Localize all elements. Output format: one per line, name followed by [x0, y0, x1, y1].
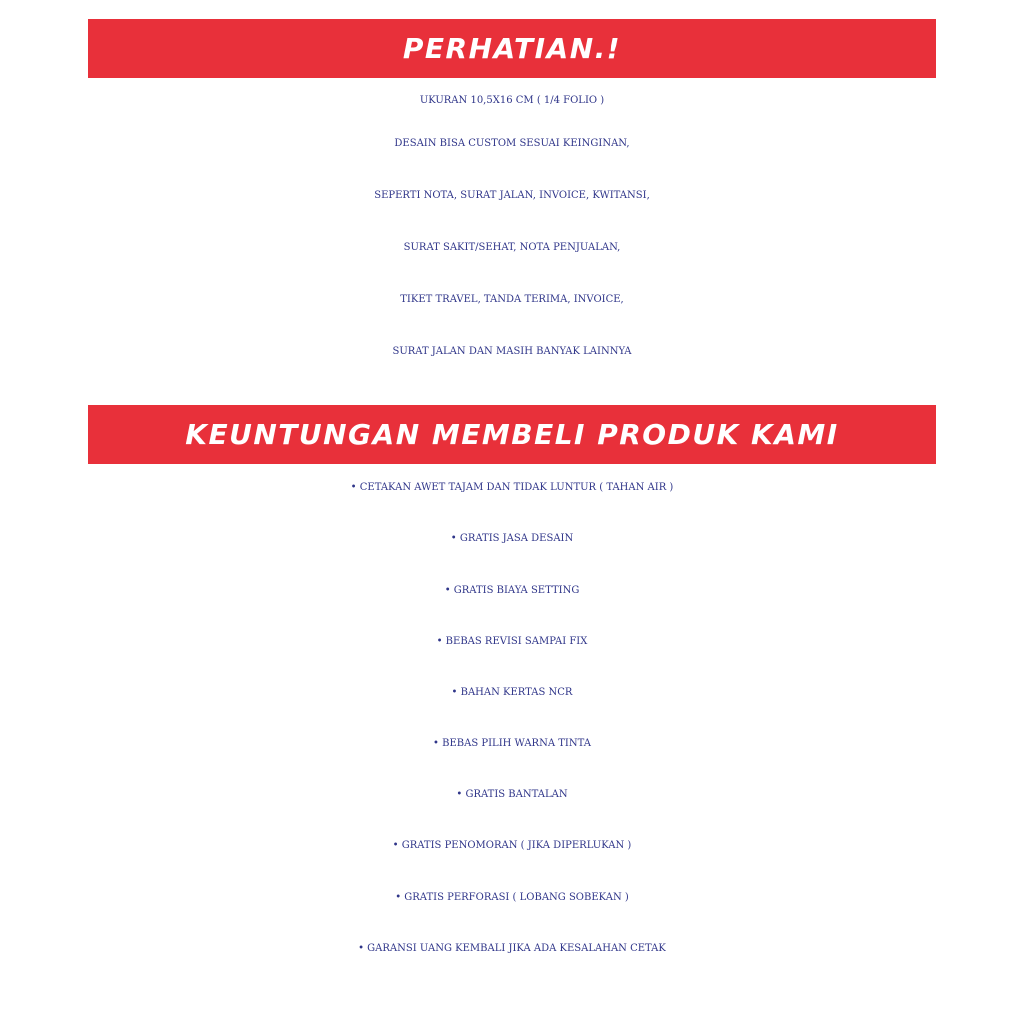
benefit-item: • BEBAS REVISI SAMPAI FIX	[436, 636, 588, 647]
attention-title: PERHATIAN.!	[402, 32, 622, 65]
size-text: UKURAN 10,5X16 CM ( 1/4 FOLIO )	[419, 95, 605, 106]
benefit-item: • BAHAN KERTAS NCR	[451, 687, 573, 698]
benefit-item: • CETAKAN AWET TAJAM DAN TIDAK LUNTUR ( TAHAN AIR )	[350, 482, 674, 493]
description-line: DESAIN BISA CUSTOM SESUAI KEINGINAN,	[394, 138, 630, 149]
description-line: SEPERTI NOTA, SURAT JALAN, INVOICE, KWITANSI,	[374, 190, 650, 201]
benefit-item: • GRATIS BANTALAN	[456, 789, 568, 800]
benefit-item: • GRATIS PERFORASI ( LOBANG SOBEKAN )	[395, 892, 629, 903]
benefit-item: • BEBAS PILIH WARNA TINTA	[433, 738, 591, 749]
benefits-banner	[88, 405, 936, 464]
benefit-item: • GRATIS PENOMORAN ( JIKA DIPERLUKAN )	[392, 840, 632, 851]
description-line: SURAT SAKIT/SEHAT, NOTA PENJUALAN,	[403, 242, 621, 253]
benefits-title: KEUNTUNGAN MEMBELI PRODUK KAMI	[185, 418, 839, 451]
attention-banner	[88, 19, 936, 78]
description-line: SURAT JALAN DAN MASIH BANYAK LAINNYA	[392, 346, 632, 357]
benefit-item: • GARANSI UANG KEMBALI JIKA ADA KESALAHAN CETAK	[358, 943, 666, 954]
benefit-item: • GRATIS BIAYA SETTING	[444, 585, 580, 596]
benefit-item: • GRATIS JASA DESAIN	[450, 533, 574, 544]
description-line: TIKET TRAVEL, TANDA TERIMA, INVOICE,	[400, 294, 624, 305]
